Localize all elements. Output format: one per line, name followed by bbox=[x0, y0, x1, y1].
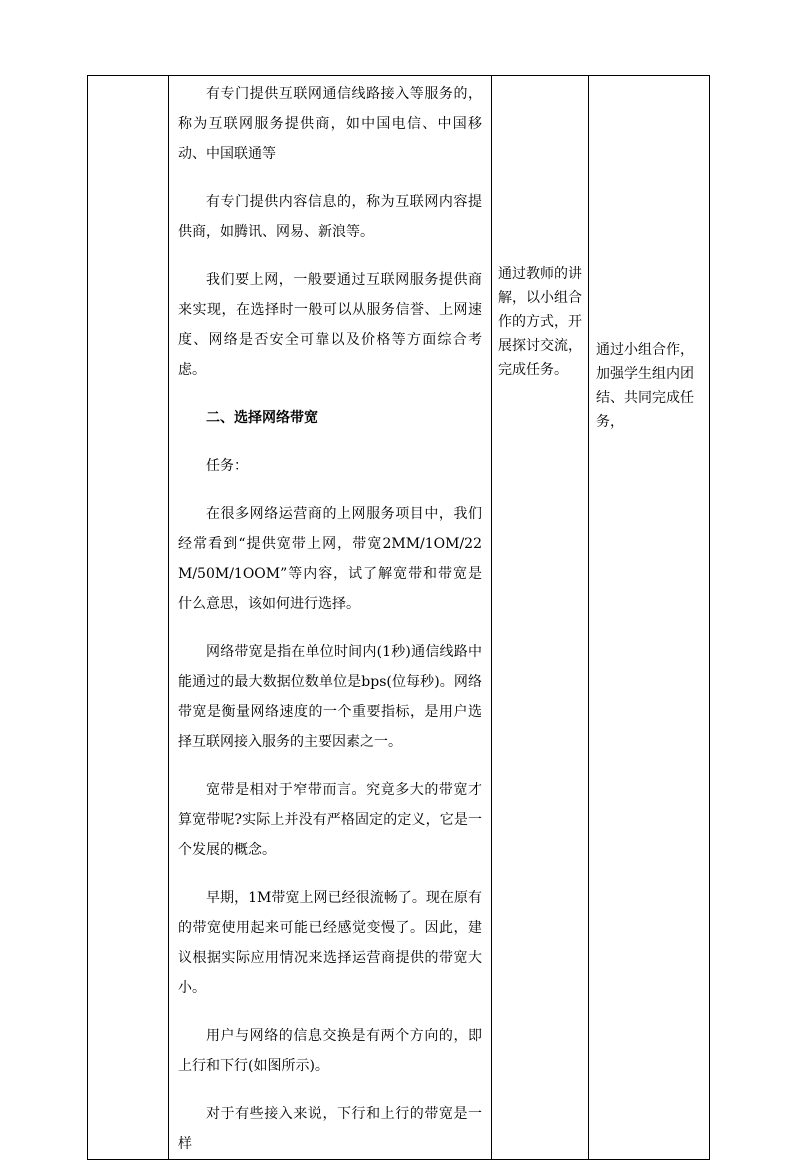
content-paragraph: 有专门提供互联网通信线路接入等服务的，称为互联网服务提供商，如中国电信、中国移动、中国联通等 bbox=[178, 86, 482, 162]
content-paragraph: 网络带宽是指在单位时间内(1秒)通信线路中能通过的最大数据位数单位是bps(位每秒)。网络带宽是衡量网络速度的一个重要指标，是用户选择互联网接入服务的主要因素之一。 bbox=[178, 644, 482, 750]
method-cell bbox=[492, 76, 589, 1160]
section-heading: 二、选择网络带宽 bbox=[206, 410, 318, 426]
content-paragraph: 我们要上网，一般要通过互联网服务提供商来实现，在选择时一般可以从服务信誉、上网速度、网络是否安全可靠以及价格等方面综合考虑。 bbox=[178, 272, 482, 378]
stage-cell bbox=[88, 76, 169, 1160]
table-row bbox=[88, 76, 710, 1160]
content-paragraph: 有专门提供内容信息的，称为互联网内容提供商，如腾讯、网易、新浪等。 bbox=[178, 194, 482, 240]
content-paragraph: 对于有些接入来说，下行和上行的带宽是一样 bbox=[178, 1106, 482, 1152]
content-paragraph: 早期，1M带宽上网已经很流畅了。现在原有的带宽使用起来可能已经感觉变慢了。因此，建议根据实际应用情况来选择运营商提供的带宽大小。 bbox=[178, 890, 482, 996]
content-paragraph: 在很多网络运营商的上网服务项目中，我们经常看到“提供宽带上网，带宽2MM/1OM/22M/50M/1OOM”等内容，试了解宽带和带宽是什么意思，该如何进行选择。 bbox=[178, 506, 482, 612]
purpose-cell bbox=[589, 76, 710, 1160]
purpose-text: 通过小组合作，加强学生组内团结、共同完成任务， bbox=[596, 342, 694, 430]
method-text: 通过教师的讲解，以小组合作的方式，开展探讨交流，完成任务。 bbox=[498, 266, 582, 378]
content-paragraph: 任务： bbox=[206, 458, 248, 474]
lesson-plan-table bbox=[87, 75, 710, 1160]
teaching-content bbox=[169, 76, 491, 1159]
teaching-content-cell bbox=[169, 76, 492, 1160]
content-paragraph: 用户与网络的信息交换是有两个方向的，即上行和下行(如图所示)。 bbox=[178, 1028, 482, 1074]
content-paragraph: 宽带是相对于窄带而言。究竟多大的带宽才算宽带呢?实际上并没有严格固定的定义，它是一个发展的概念。 bbox=[178, 782, 482, 858]
